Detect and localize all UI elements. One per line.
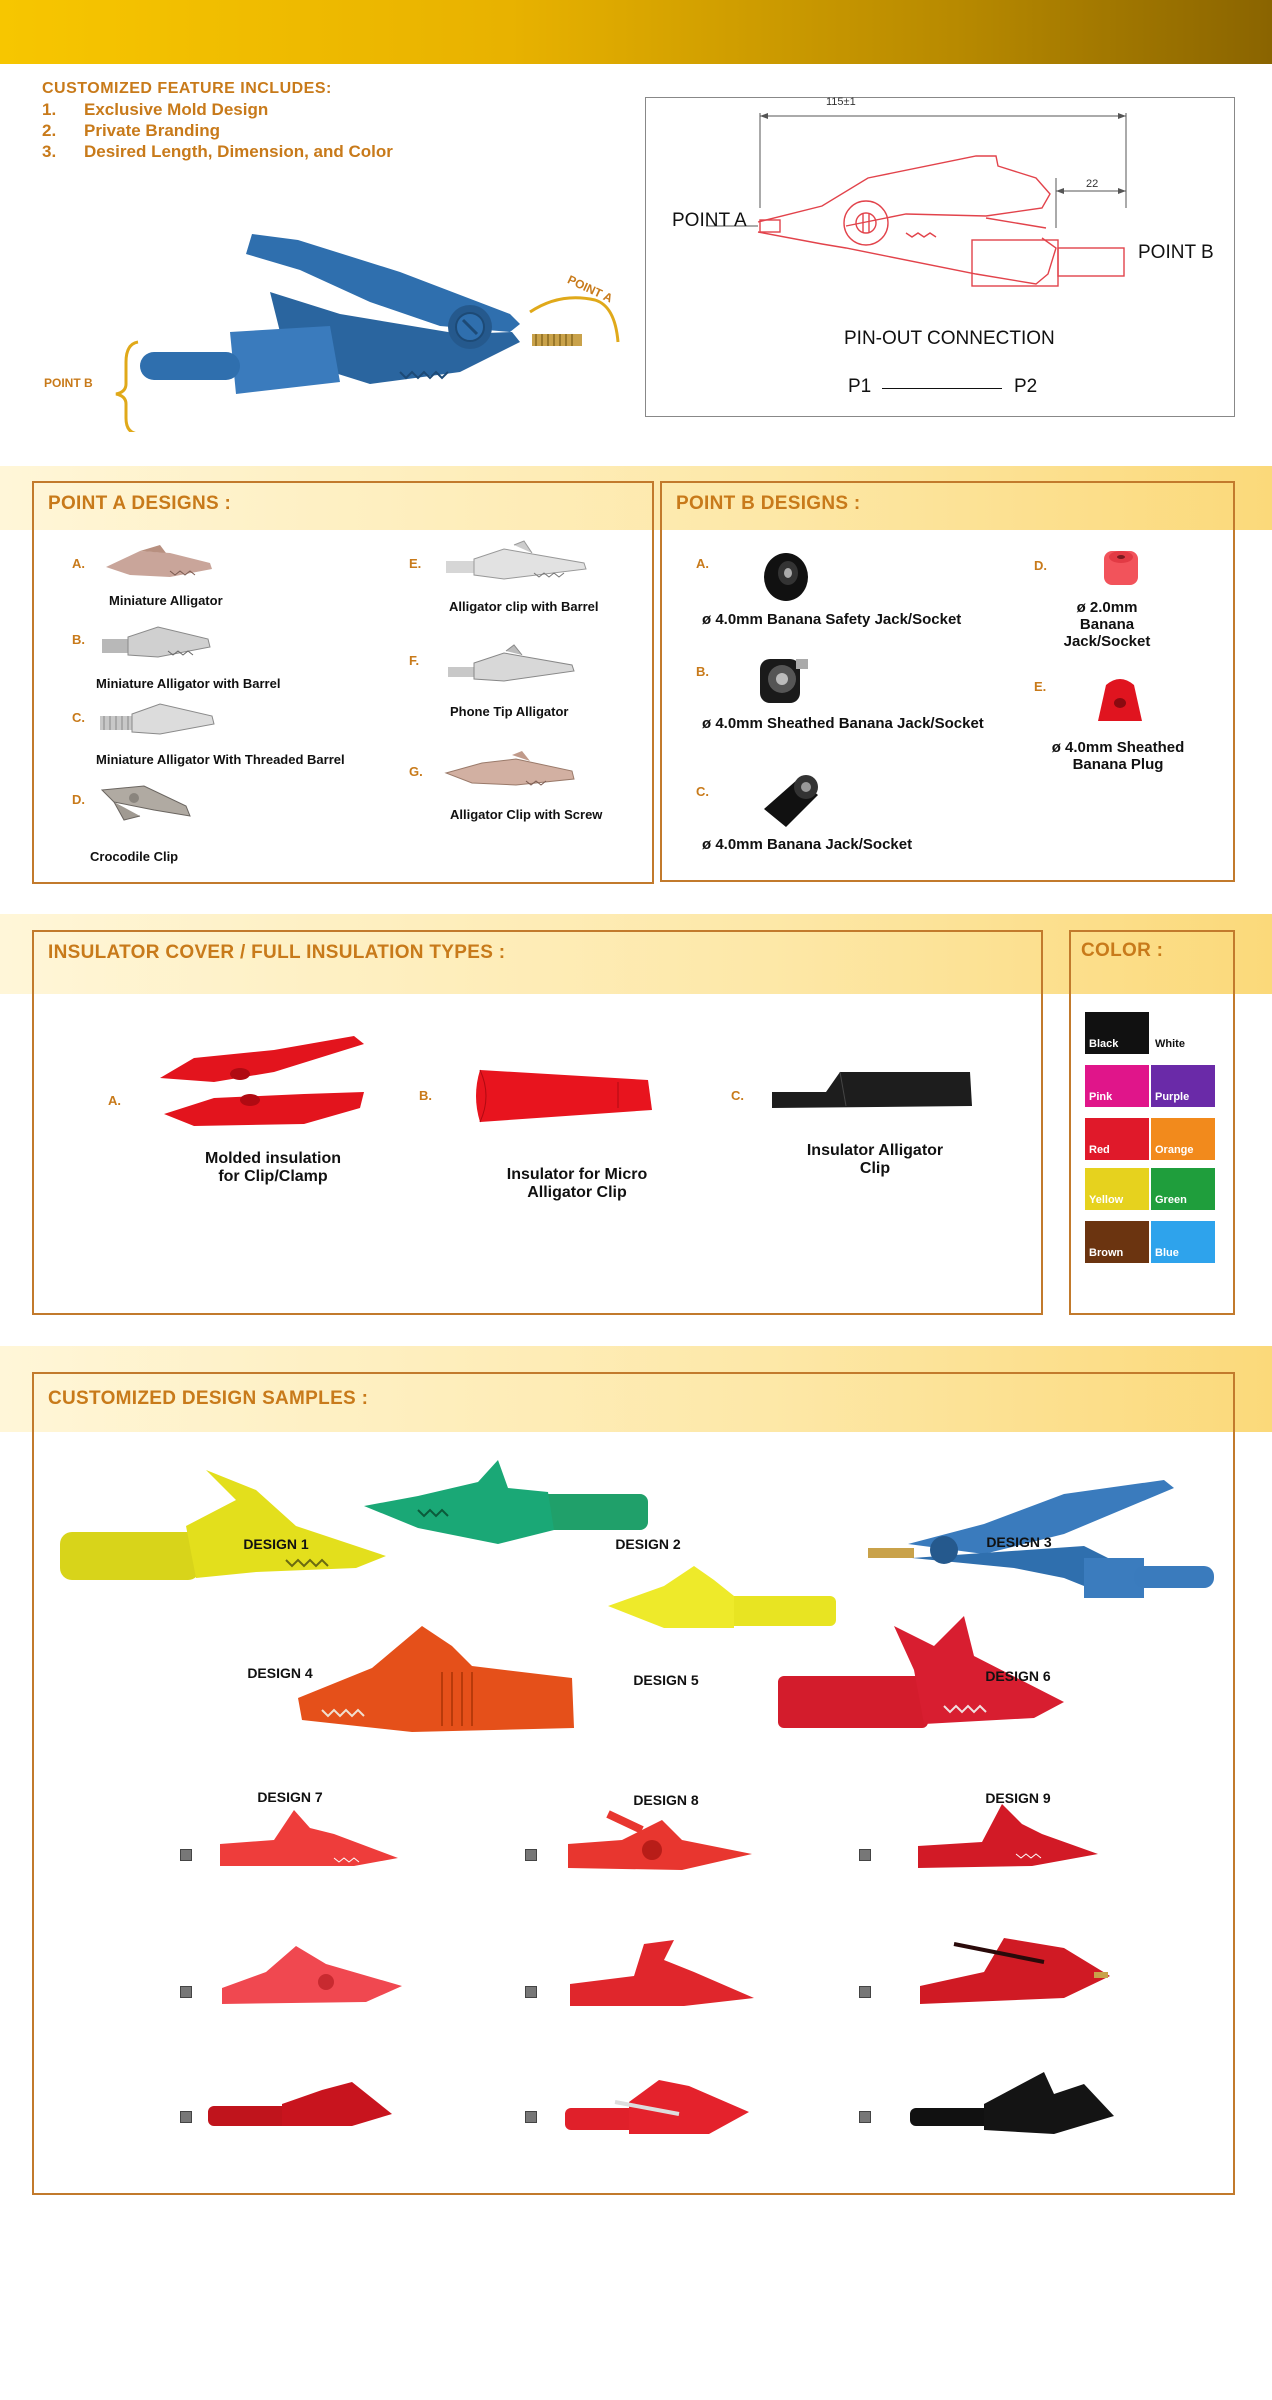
color-swatch-red	[1085, 1118, 1149, 1160]
point-a-label: Alligator Clip with Screw	[450, 807, 603, 822]
features-title: CUSTOMIZED FEATURE INCLUDES:	[42, 80, 332, 97]
color-swatch-white	[1151, 1012, 1215, 1054]
feature-item: 1. Exclusive Mold Design	[42, 100, 269, 119]
point-a-label: Crocodile Clip	[90, 849, 179, 864]
item-letter: E.	[409, 556, 422, 571]
diagram-point-a: POINT A	[672, 210, 747, 231]
item-letter: B.	[696, 664, 709, 679]
color-swatch-label: Blue	[1155, 1247, 1179, 1259]
insulator-box	[32, 930, 1043, 1315]
samples-title: CUSTOMIZED DESIGN SAMPLES :	[48, 1388, 369, 1409]
insulator-label: Molded insulation for Clip/Clamp	[205, 1150, 341, 1185]
design-bullet	[859, 1849, 871, 1861]
phone-tip-alligator-image	[444, 643, 584, 687]
color-swatch-label: Brown	[1089, 1247, 1124, 1259]
pin-line	[882, 388, 1002, 389]
item-letter: A.	[696, 556, 709, 571]
design-bullet	[525, 2111, 537, 2123]
design-label: DESIGN 7	[257, 1789, 323, 1805]
item-letter: B.	[72, 632, 85, 647]
design-label: DESIGN 5	[633, 1672, 699, 1688]
item-letter: F.	[409, 653, 420, 668]
design-label: DESIGN 6	[985, 1668, 1051, 1684]
design-2-image	[562, 1800, 762, 1880]
feature-item: 3. Desired Length, Dimension, and Color	[42, 142, 393, 161]
yellow-insulated-clip-image	[56, 1460, 396, 1590]
alligator-barrel-e-image	[444, 539, 594, 583]
color-swatch-label: Red	[1089, 1144, 1110, 1156]
color-swatch-green	[1151, 1168, 1215, 1210]
dim-length: 115±1	[826, 96, 856, 108]
hero-point-b-label: POINT B	[44, 376, 93, 390]
dim-b: 22	[1086, 178, 1099, 190]
point-a-label: Miniature Alligator With Threaded Barrel	[96, 752, 345, 767]
design-label: DESIGN 9	[985, 1790, 1051, 1806]
point-a-label: Miniature Alligator	[109, 593, 223, 608]
point-b-label: ø 4.0mm Sheathed Banana Plug	[1051, 739, 1185, 773]
item-letter: E.	[1034, 679, 1047, 694]
point-b-label: ø 4.0mm Sheathed Banana Jack/Socket	[702, 715, 984, 732]
color-title: COLOR :	[1081, 940, 1164, 961]
color-swatch-label: Green	[1155, 1194, 1187, 1206]
sheathed-banana-jack-image	[750, 649, 820, 713]
sheathed-banana-plug-image	[1088, 671, 1152, 731]
point-a-label: Alligator clip with Barrel	[449, 599, 599, 614]
alligator-clip-image	[100, 543, 220, 583]
color-swatch-label: Black	[1089, 1038, 1119, 1050]
hero-point-a-label: POINT A	[565, 272, 615, 306]
color-swatch-purple	[1151, 1065, 1215, 1107]
color-swatch-black	[1085, 1012, 1149, 1054]
design-bullet	[180, 1986, 192, 1998]
design-bullet	[180, 2111, 192, 2123]
item-letter: G.	[409, 764, 423, 779]
insulator-alligator-image	[766, 1052, 976, 1122]
design-label: DESIGN 2	[615, 1536, 681, 1552]
design-3-image	[912, 1798, 1102, 1878]
point-b-label: ø 4.0mm Banana Safety Jack/Socket	[702, 611, 962, 628]
banana-safety-jack-image	[754, 549, 818, 605]
color-swatch-label: Yellow	[1089, 1194, 1124, 1206]
item-letter: C.	[72, 710, 85, 725]
item-letter: B.	[419, 1088, 432, 1103]
header-bar	[0, 0, 1272, 64]
crocodile-clip-image	[94, 776, 204, 826]
alligator-threaded-image	[96, 698, 226, 738]
micro-insulator-image	[468, 1060, 658, 1130]
point-a-designs-box	[32, 481, 654, 884]
design-label: DESIGN 4	[247, 1665, 313, 1681]
design-label: DESIGN 8	[633, 1792, 699, 1808]
insulator-label: Insulator Alligator Clip	[806, 1142, 944, 1177]
design-6-image	[914, 1932, 1114, 2012]
design-9-image	[904, 2064, 1124, 2144]
design-bullet	[180, 1849, 192, 1861]
point-a-title: POINT A DESIGNS :	[48, 493, 232, 514]
design-label: DESIGN 3	[986, 1534, 1052, 1550]
color-swatch-blue	[1151, 1221, 1215, 1263]
color-swatch-yellow	[1085, 1168, 1149, 1210]
hero-clip-illustration	[40, 222, 640, 432]
color-swatch-label: Purple	[1155, 1091, 1190, 1103]
item-letter: D.	[1034, 558, 1047, 573]
point-b-label: ø 4.0mm Banana Jack/Socket	[702, 836, 913, 853]
design-1-image	[214, 1804, 404, 1874]
design-bullet	[859, 2111, 871, 2123]
samples-box	[32, 1372, 1235, 2195]
item-letter: A.	[108, 1093, 121, 1108]
design-5-image	[564, 1934, 764, 2014]
design-bullet	[525, 1849, 537, 1861]
pin-p2: P2	[1014, 376, 1038, 397]
alligator-barrel-image	[98, 621, 218, 661]
color-swatch-label: Pink	[1089, 1091, 1113, 1103]
design-bullet	[525, 1986, 537, 1998]
item-letter: C.	[696, 784, 709, 799]
design-4-image	[216, 1942, 406, 2012]
banana-jack-image	[758, 769, 822, 833]
pinout-caption: PIN-OUT CONNECTION	[844, 328, 1055, 349]
insulator-title: INSULATOR COVER / FULL INSULATION TYPES :	[48, 942, 506, 963]
color-box	[1069, 930, 1235, 1315]
design-7-image	[202, 2076, 402, 2136]
insulator-label: Insulator for Micro Alligator Clip	[506, 1166, 648, 1201]
point-b-title: POINT B DESIGNS :	[676, 493, 861, 514]
point-a-label: Phone Tip Alligator	[450, 704, 569, 719]
design-label: DESIGN 1	[243, 1536, 309, 1552]
item-letter: A.	[72, 556, 85, 571]
point-a-label: Miniature Alligator with Barrel	[96, 676, 281, 691]
color-swatch-label: White	[1155, 1038, 1185, 1050]
point-b-label: ø 2.0mm Banana Jack/Socket	[1063, 599, 1151, 650]
alligator-screw-image	[442, 749, 582, 793]
diagram-point-b: POINT B	[1138, 242, 1214, 263]
color-swatch-label: Orange	[1155, 1144, 1194, 1156]
pin-p1: P1	[848, 376, 872, 397]
color-swatch-pink	[1085, 1065, 1149, 1107]
color-swatch-orange	[1151, 1118, 1215, 1160]
pinout-diagram	[645, 97, 1235, 417]
item-letter: D.	[72, 792, 85, 807]
color-swatch-brown	[1085, 1221, 1149, 1263]
molded-insulation-image	[154, 1022, 374, 1132]
point-b-designs-box	[660, 481, 1235, 882]
item-letter: C.	[731, 1088, 744, 1103]
design-8-image	[559, 2072, 759, 2142]
banana-2mm-jack-image	[1094, 543, 1150, 591]
feature-item: 2. Private Branding	[42, 121, 221, 140]
design-bullet	[859, 1986, 871, 1998]
